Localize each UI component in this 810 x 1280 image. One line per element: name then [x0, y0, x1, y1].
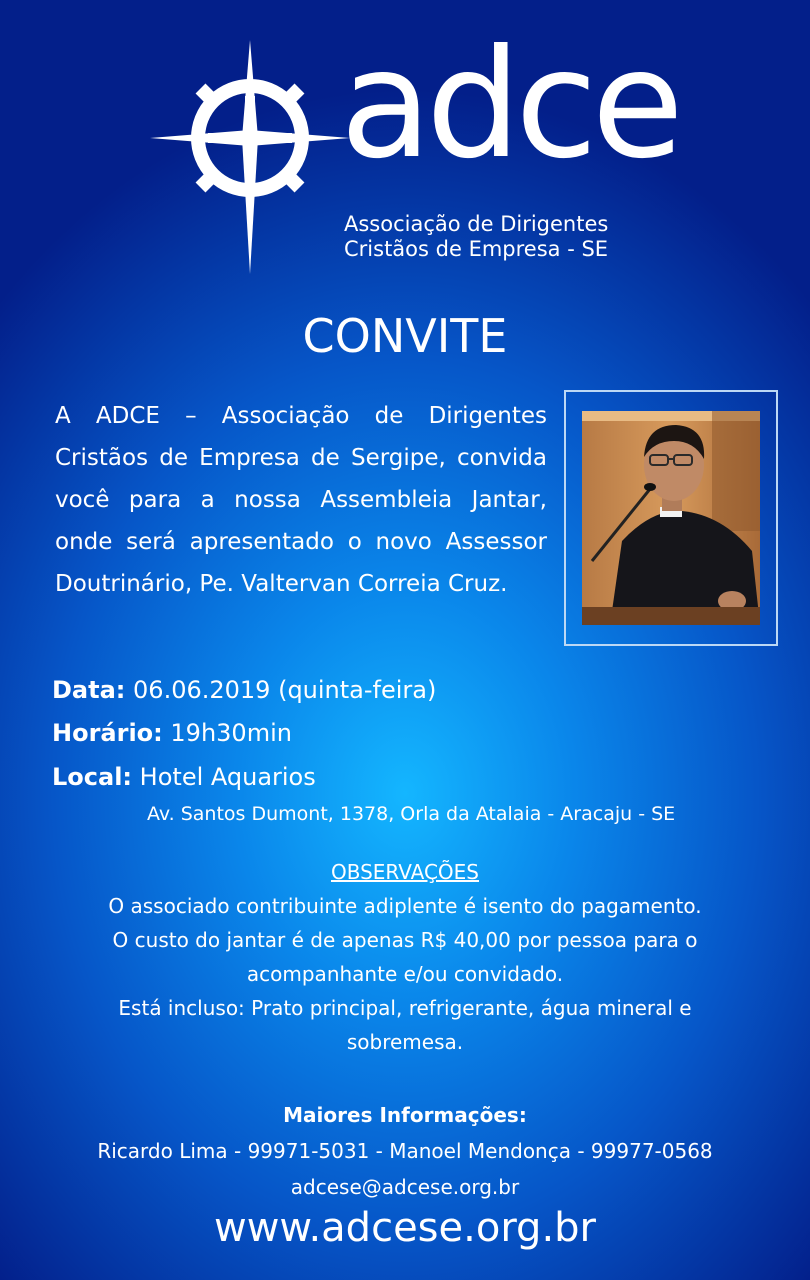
date-value: 06.06.2019 (quinta-feira) [133, 676, 437, 704]
event-time [52, 718, 292, 748]
intro-paragraph: A ADCE – Associação de Dirigentes Cristãos de Empresa de Sergipe, convida você para a nossa Assembleia Jantar, onde será apresentado o novo Assessor Doutrinário, Pe. Valtervan Correia Cruz. [55, 403, 547, 597]
event-place [52, 762, 316, 792]
portrait-image [582, 411, 760, 625]
date-label: Data: [52, 676, 126, 704]
logo-subtitle-line: Cristãos de Empresa - SE [344, 237, 609, 261]
logo-wordmark: adce [340, 18, 678, 192]
observation-line: O custo do jantar é de apenas R$ 40,00 por pessoa para o [112, 928, 698, 952]
website-link[interactable]: www.adcese.org.br [213, 1205, 596, 1251]
compass-cross-icon [150, 38, 350, 274]
logo-subtitle [344, 212, 608, 262]
event-date [52, 675, 436, 705]
observation-line: Está incluso: Prato principal, refrigerante, água mineral e [118, 996, 692, 1020]
place-label: Local: [52, 763, 133, 791]
event-address: Av. Santos Dumont, 1378, Orla da Atalaia - Aracaju - SE [147, 803, 676, 825]
contacts-title: Maiores Informações: [283, 1103, 527, 1127]
observation-line: O associado contribuinte adiplente é isento do pagamento. [108, 894, 702, 918]
contact-email[interactable]: adcese@adcese.org.br [290, 1175, 520, 1199]
observations-title: OBSERVAÇÕES [330, 860, 480, 884]
contact-phones: Ricardo Lima - 99971-5031 - Manoel Mendonça - 99977-0568 [97, 1139, 713, 1163]
observation-line: sobremesa. [346, 1030, 464, 1054]
page-title: CONVITE [302, 309, 508, 363]
place-value: Hotel Aquarios [139, 763, 316, 791]
observations-section [40, 855, 770, 1059]
priest-photo [582, 411, 760, 625]
contacts-section [20, 1097, 790, 1205]
time-label: Horário: [52, 719, 163, 747]
logo-subtitle-line: Associação de Dirigentes [344, 212, 609, 236]
observation-line: acompanhante e/ou convidado. [246, 962, 564, 986]
time-value: 19h30min [170, 719, 292, 747]
